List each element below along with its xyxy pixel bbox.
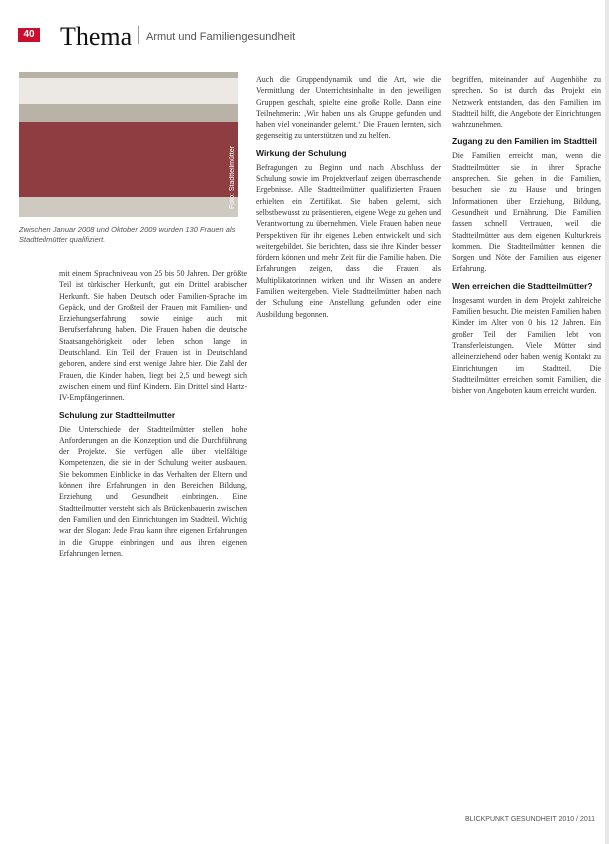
article-column-1 (59, 268, 247, 561)
photo-credit: Foto: Stadtteilmütter (229, 146, 236, 210)
subheading: Wirkung der Schulung (256, 147, 347, 158)
paragraph: Auch die Gruppendynamik und die Art, wie die Vermittlung der Unterrichtsinhalte in den jeweiligen Gruppen geschah, spielte eine große Rolle. Dann eine Teilnehmerin: ‚Wir haben uns als Gruppe gefunden und haben viel voneinander gelernt.‘ Die Frauen lernten, sich gegenseitig zu unterstützen und zu helfen. (256, 75, 441, 141)
article-column-2 (256, 74, 441, 322)
paragraph: Insgesamt wurden in dem Projekt zahlreiche Familien besucht. Die meisten Familien haben Kinder im Alter von 0 bis 12 Jahren. Ein großer Teil der Familien lebt von Transferleistungen. Viele Mütter sind alleinerziehend oder haben wenig Kontakt zu Einrichtungen im Stadtteil. Die Stadtteilmütter erreichen somit Familien, die bisher von Angeboten kaum erreicht wurden. (452, 295, 601, 396)
paragraph: begriffen, miteinander auf Augenhöhe zu sprechen. So ist durch das Projekt ein Netzwerk entstanden, das den Familien im Stadtteil hilft, die Angebote der Einrichtungen wahrzunehmen. (452, 75, 601, 130)
photo-crowd (19, 122, 238, 197)
subheading: Wen erreichen die Stadtteilmütter? (452, 280, 593, 291)
header-divider (138, 26, 139, 44)
photo-floor (19, 197, 238, 217)
section-subtitle: Armut und Familiengesundheit (146, 31, 296, 43)
page-number: 40 (18, 28, 40, 42)
paragraph: Die Familien erreicht man, wenn die Stadtteilmütter sie in ihrer Sprache ansprechen. Sie gehen in die Familien, besuchen sie zu Hause und bringen Informationen über Erziehung, Bildung, Gesundheit und Ernährung. Die Familien fassen schnell Vertrauen, weil die Stadtteilmütter aus dem eigenen Kulturkreis kommen. Die Stadtteilmütter kennen die Sorgen und Nöte der Familien aus eigener Erfahrung. (452, 151, 601, 274)
page-footer: BLICKPUNKT GESUNDHEIT 2010 / 2011 (465, 816, 595, 823)
photo-caption: Zwischen Januar 2008 und Oktober 2009 wurden 130 Frauen als Stadtteilmütter qualifiziert. (19, 225, 236, 244)
page-edge (605, 0, 609, 844)
paragraph: Die Unterschiede der Stadtteilmütter stellen hohe Anforderungen an die Konzeption und die Durchführung der Projekte. Sie verfügen alle über vielfältige Kompetenzen, die sie in der Schulung weiter ausbauen. Sie bekommen Einblicke in das Verhalten der Eltern und können ihre Erfahrungen in den Bereichen Bildung, Erziehung und Gesundheit einbringen. Eine Stadtteilmutter versteht sich als Brückenbauerin zwischen den Familien und den Einrichtungen im Stadtteil. Wichtig war der Slogan: Jede Frau kann ihre eigenen Erfahrungen in die Gruppe einbringen und aus ihren eigenen Erfahrungen lernen. (59, 424, 247, 558)
article-column-3 (452, 74, 601, 398)
group-photo (19, 72, 238, 217)
subheading: Schulung zur Stadtteilmutter (59, 409, 176, 420)
subheading: Zugang zu den Familien im Stadtteil (452, 136, 597, 147)
photo-banner (19, 78, 238, 104)
paragraph: mit einem Sprachniveau von 25 bis 50 Jahren. Der größte Teil ist türkischer Herkunft, gut ein Drittel arabischer Herkunft. Sie haben Deutsch oder Familien-Sprache im Gepäck, und der Großteil der Frauen mit Familien- und Erziehungserfahrung sowie einige auch mit Berufserfahrung haben. Die Frauen haben die deutsche Staatsangehörigkeit oder leben schon lange in Deutschland. Ein Teil der Frauen ist in Deutschland geboren, andere sind erst wenige Jahre hier. Die Zahl der Frauen, die Kinder haben, liegt bei 2,5 und bewegt sich zwischen einem und fünf Kindern. Ein Drittel sind Hartz-IV-Empfängerinnen. (59, 269, 247, 403)
section-title: Thema (60, 22, 133, 51)
paragraph: Befragungen zu Beginn und nach Abschluss der Schulung sowie im Projektverlauf zeigen überraschende Ergebnisse. Alle Stadtteilmütter qualifizierten Frauen erhielten ein Zertifikat. Sie haben gelernt, sich selbstbewusst zu präsentieren, eigene Wege zu gehen und Verantwortung zu übernehmen. Viele Frauen haben neue Perspektiven für ihr eigenes Leben entwickelt und sich weitergebildet. Sie berichten, dass sie ihre Kinder besser fördern können und mehr Zeit für die Familie haben. Die Erfahrungen zeigen, dass die Frauen als Multiplikatorinnen wirken und ihr Wissen an andere Familien weitergeben. Viele Stadtteilmütter haben nach der Schulung eine Anstellung gefunden oder eine Ausbildung begonnen. (256, 162, 441, 319)
